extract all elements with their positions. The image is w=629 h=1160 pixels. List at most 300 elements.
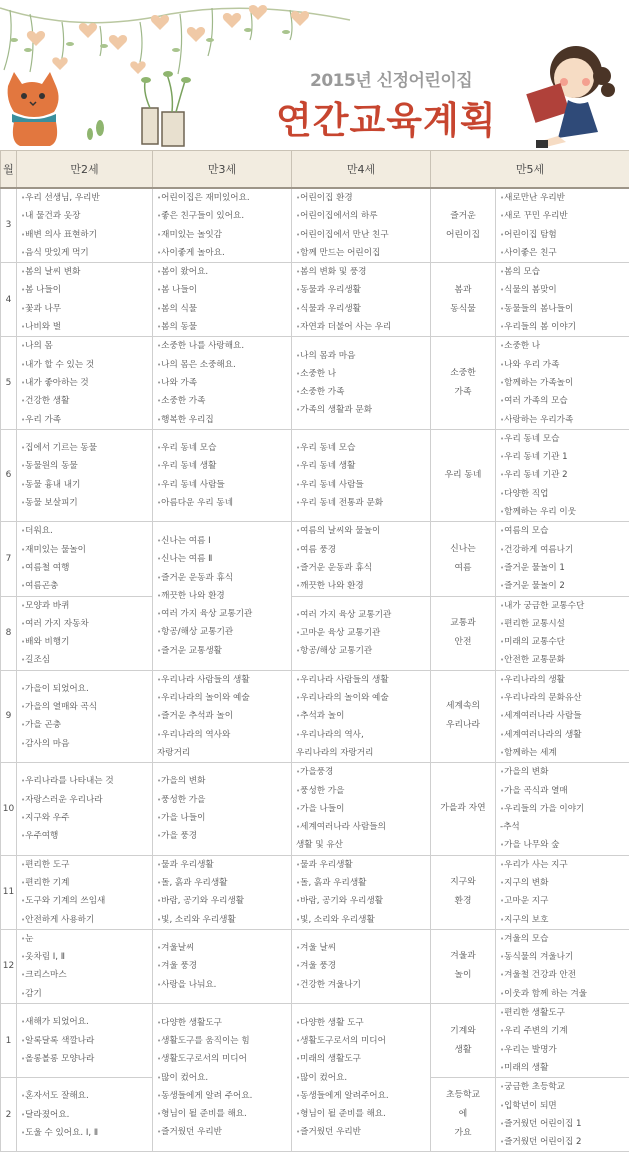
age5-cell [496, 1004, 629, 1078]
list-item: • 나의 몸 [21, 337, 152, 355]
age4-cell [292, 263, 431, 337]
page-title: 연간교육계획 [276, 99, 497, 142]
age4-cell [292, 855, 431, 929]
list-item: • 함께하는 가족놀이 [500, 374, 629, 392]
table-row [1, 855, 629, 929]
list-item: • 입학년이 되면 [500, 1097, 629, 1115]
list-item: • 내가 궁금한 교통수단 [500, 597, 629, 615]
list-item: • 새로만난 우리반 [500, 189, 629, 207]
list-item: • 동물 보살피기 [21, 494, 152, 512]
theme-line: 가을과 자연 [440, 803, 486, 814]
list-item: • 편리한 교통시설 [500, 615, 629, 633]
list-item: • 즐거웠던 어린이집 1 [500, 1115, 629, 1133]
list-item: • 봄 나들이 [21, 281, 152, 299]
list-item: • 나의 몸과 마음 [296, 347, 430, 365]
cat-illustration [0, 70, 70, 148]
list-item: • 소중한 나 [296, 365, 430, 383]
list-item: • 우리 동네 모습 [296, 439, 430, 457]
header-age3: 만3세 [153, 151, 292, 189]
theme-line: 즐거운 [450, 210, 476, 221]
header-age2: 만2세 [17, 151, 153, 189]
list-item: • 가을의 열매와 곡식 [21, 698, 152, 716]
list-item: • 나의 몸은 소중해요. [157, 356, 291, 374]
list-item: • 올롱볼롱 모양나라 [21, 1050, 152, 1068]
list-item: • 여러 가지 자동차 [21, 615, 152, 633]
list-item: • 겨울 풍경 [296, 957, 430, 975]
theme-line: 에 [458, 1109, 468, 1120]
list-item: • 신나는 여름 Ⅱ [157, 550, 291, 568]
list-item: • 세계여러나라 사람들 [500, 707, 629, 725]
list-item: • 집에서 기르는 동물 [21, 439, 152, 457]
theme-line: 세계속의 [446, 701, 480, 712]
age5-cell [496, 522, 629, 596]
list-item: • 모양과 바퀴 [21, 597, 152, 615]
list-item: 자랑거리 [157, 747, 191, 758]
table-row [1, 429, 629, 521]
list-item: • 미래의 생활 [500, 1059, 629, 1077]
age5-theme-cell [431, 855, 496, 929]
age5-theme-cell [431, 263, 496, 337]
list-item: • 어린이집은 재미있어요. [157, 189, 291, 207]
month-cell: 5 [1, 337, 17, 429]
list-item: • 좋은 친구들이 있어요. [157, 207, 291, 225]
age5-theme-cell [431, 1078, 496, 1152]
list-item: • 미래의 생활도구 [296, 1050, 430, 1068]
age5-cell [496, 596, 629, 670]
list-item: • 내가 할 수 있는 것 [21, 356, 152, 374]
theme-line: 겨울과 [450, 951, 476, 962]
age3-cell [153, 929, 292, 1003]
list-item: • 봄이 왔어요. [157, 263, 291, 281]
age5-cell [496, 263, 629, 337]
list-item: • 미래의 교통수단 [500, 633, 629, 651]
list-item: • 다양한 생활 도구 [296, 1014, 430, 1032]
table-row [1, 337, 629, 429]
list-item: • 가을풍경 [296, 763, 430, 781]
age2-cell [17, 429, 153, 521]
age2-cell [17, 1078, 153, 1152]
age4-cell [292, 188, 431, 263]
age5-theme-cell [431, 929, 496, 1003]
month-cell: 6 [1, 429, 17, 521]
list-item: • 즐거운 물놀이 2 [500, 577, 629, 595]
list-item: • 알록달록 색깔나라 [21, 1032, 152, 1050]
list-item: • 항공/해상 교통기관 [296, 642, 430, 660]
list-item: • 생활도구로서의 미디어 [157, 1050, 291, 1068]
theme-line: 봄과 [454, 284, 472, 295]
age5-theme-cell [431, 670, 496, 762]
list-item: • 우리는 발명가 [500, 1041, 629, 1059]
age5-cell [496, 337, 629, 429]
list-item: • 많이 컸어요. [157, 1069, 291, 1087]
list-item: • 편리한 생활도구 [500, 1004, 629, 1022]
table-row [1, 188, 629, 263]
list-item: • 건강한 겨울나기 [296, 976, 430, 994]
age2-cell [17, 763, 153, 855]
list-item: • 도구와 기계의 쓰임새 [21, 892, 152, 910]
theme-line: 놀이 [454, 970, 472, 981]
list-item: • 달라졌어요. [21, 1106, 152, 1124]
list-item: • 우리가 사는 지구 [500, 856, 629, 874]
month-cell: 7 [1, 522, 17, 596]
month-cell: 12 [1, 929, 17, 1003]
theme-line: 동식물 [450, 303, 476, 314]
list-item: • 바람, 공기와 우리생활 [157, 892, 291, 910]
list-item: • 혼자서도 잘해요. [21, 1087, 152, 1105]
list-item: • 다양한 생활도구 [157, 1014, 291, 1032]
list-item: • 물과 우리생활 [157, 856, 291, 874]
list-item: • 세계여러나라 사람들의 [296, 818, 430, 836]
list-item: • 내가 좋아하는 것 [21, 374, 152, 392]
list-item: • 우리나라의 놀이와 예술 [296, 689, 430, 707]
list-item: • 형님이 될 준비를 해요. [157, 1105, 291, 1123]
age4-cell [292, 670, 431, 762]
header-age5: 만5세 [431, 151, 629, 189]
age4-cell [292, 337, 431, 429]
list-item: • 우리 동네 생활 [157, 457, 291, 475]
plant-pots [142, 72, 186, 146]
list-item: • 돌, 흙과 우리생활 [157, 874, 291, 892]
list-item: • 여러 가지 육상 교통기관 [296, 606, 430, 624]
list-item: • 여러 가족의 모습 [500, 392, 629, 410]
list-item: • 감기 [21, 985, 152, 1003]
list-item: • 우리나라 사람들의 생활 [296, 671, 430, 689]
list-item: • 봄의 변화 및 풍경 [296, 263, 430, 281]
list-item: • 새해가 되었어요. [21, 1013, 152, 1031]
list-item: • 동생들에게 알려 주어요. [157, 1087, 291, 1105]
age5-theme-cell [431, 763, 496, 855]
list-item: • 고마운 육상 교통기관 [296, 624, 430, 642]
list-item: • 바람, 공기와 우리생활 [296, 892, 430, 910]
list-item: • 어린이집에서 만난 친구 [296, 226, 430, 244]
list-item: • 지구의 보호 [500, 911, 629, 929]
list-item: • 여름의 날씨와 물놀이 [296, 522, 430, 540]
age5-cell [496, 429, 629, 521]
table-header-row [1, 151, 629, 189]
list-item: • 편리한 도구 [21, 856, 152, 874]
list-item: • 가을의 변화 [500, 763, 629, 781]
header-month: 월 [1, 151, 17, 189]
theme-line: 신나는 [450, 543, 476, 554]
list-item: • 새로 꾸민 우리반 [500, 207, 629, 225]
list-item: • 나와 가족 [157, 374, 291, 392]
list-item: • 여름철 여행 [21, 559, 152, 577]
list-item: • 봄의 모습 [500, 263, 629, 281]
list-item: • 아름다운 우리 동네 [157, 494, 291, 512]
page-subtitle: 2015년 신정어린이집 [310, 71, 473, 91]
list-item: • 깨끗한 나와 환경 [157, 587, 291, 605]
theme-line: 소중한 [450, 368, 476, 379]
list-item: • 식물의 봄맞이 [500, 281, 629, 299]
list-item: • 꽃과 나무 [21, 300, 152, 318]
list-item: -추석 [500, 822, 520, 833]
age5-cell [496, 188, 629, 263]
list-item: • 눈 [21, 930, 152, 948]
list-item: • 감사의 마음 [21, 735, 152, 753]
list-item: • 동물과 우리생활 [296, 281, 430, 299]
list-item: • 우리 동네 모습 [500, 430, 629, 448]
theme-line: 지구와 [450, 877, 476, 888]
list-item: • 형님이 될 준비를 해요. [296, 1105, 430, 1123]
age2-cell [17, 596, 153, 670]
age5-cell [496, 1078, 629, 1152]
age3-cell [153, 188, 292, 263]
table-row [1, 263, 629, 337]
list-item: • 우리나라의 놀이와 예술 [157, 689, 291, 707]
list-item: • 가을 곡식과 열매 [500, 782, 629, 800]
age2-cell [17, 1004, 153, 1078]
age2-cell [17, 929, 153, 1003]
age2-cell [17, 337, 153, 429]
list-item: • 봄의 동물 [157, 318, 291, 336]
list-item: • 음식 맛있게 먹기 [21, 244, 152, 262]
list-item: • 즐거운 운동과 휴식 [157, 569, 291, 587]
list-item: • 우리나라의 역사, [296, 726, 430, 744]
list-item: • 우리나라를 나타내는 것 [21, 772, 152, 790]
list-item: • 돌, 흙과 우리생활 [296, 874, 430, 892]
list-item: • 가을의 변화 [157, 772, 291, 790]
month-cell: 11 [1, 855, 17, 929]
list-item: • 길조심 [21, 651, 152, 669]
list-item: • 우리 주변의 기계 [500, 1022, 629, 1040]
age5-theme-cell [431, 1004, 496, 1078]
list-item: • 즐거웠던 우리반 [157, 1123, 291, 1141]
list-item: • 봄의 식물 [157, 300, 291, 318]
month-cell: 10 [1, 763, 17, 855]
month-cell: 2 [1, 1078, 17, 1152]
theme-line: 가요 [454, 1128, 472, 1139]
list-item: • 사랑을 나눠요. [157, 976, 291, 994]
month-cell: 4 [1, 263, 17, 337]
list-item: • 우리 동네 전통과 문화 [296, 494, 430, 512]
list-item: • 우리나라의 생활 [500, 671, 629, 689]
list-item: • 겨울 날씨 [296, 939, 430, 957]
list-item: • 사랑하는 우리가족 [500, 411, 629, 429]
age4-cell [292, 1004, 431, 1152]
age5-theme-cell [431, 596, 496, 670]
age5-theme-cell [431, 429, 496, 521]
list-item: • 깨끗한 나와 환경 [296, 577, 430, 595]
theme-line: 여름 [454, 562, 472, 573]
list-item: • 신나는 여름 Ⅰ [157, 532, 291, 550]
list-item: • 더워요. [21, 522, 152, 540]
age2-cell [17, 670, 153, 762]
theme-line: 우리나라 [446, 720, 480, 731]
list-item: • 겨울날씨 [157, 939, 291, 957]
age3-cell [153, 429, 292, 521]
list-item: • 배와 비행기 [21, 633, 152, 651]
list-item: • 여름의 모습 [500, 522, 629, 540]
theme-line: 어린이집 [446, 229, 480, 240]
list-item: • 궁금한 초등학교 [500, 1078, 629, 1096]
age3-cell [153, 670, 292, 762]
list-item: • 동식물의 겨울나기 [500, 948, 629, 966]
list-item: • 우리 동네 사람들 [157, 476, 291, 494]
list-item: • 물과 우리생활 [296, 856, 430, 874]
list-item: • 봄 나들이 [157, 281, 291, 299]
list-item: • 우리 동네 기관 2 [500, 466, 629, 484]
theme-line: 가족 [454, 387, 472, 398]
list-item: • 자랑스러운 우리나라 [21, 791, 152, 809]
age2-cell [17, 188, 153, 263]
list-item: • 도울 수 있어요. Ⅰ, Ⅱ [21, 1124, 152, 1142]
list-item: • 가을 나무와 숲 [500, 836, 629, 854]
list-item: • 우리 동네 모습 [157, 439, 291, 457]
list-item: • 크리스마스 [21, 966, 152, 984]
list-item: • 내 물건과 옷장 [21, 207, 152, 225]
list-item: • 우리 가족 [21, 411, 152, 429]
list-item: • 사이좋은 친구 [500, 244, 629, 262]
list-item: • 우주여행 [21, 827, 152, 845]
age3-cell [153, 263, 292, 337]
month-cell: 3 [1, 188, 17, 263]
list-item: 우리나라의 자랑거리 [296, 747, 374, 758]
list-item: • 우리들의 가을 이야기 [500, 800, 629, 818]
list-item: • 고마운 지구 [500, 892, 629, 910]
list-item: • 함께하는 세계 [500, 744, 629, 762]
list-item: • 지구의 변화 [500, 874, 629, 892]
age3-cell [153, 337, 292, 429]
list-item: • 빛, 소리와 우리생활 [296, 911, 430, 929]
list-item: • 우리 동네 생활 [296, 457, 430, 475]
list-item: • 즐거운 물놀이 1 [500, 559, 629, 577]
annual-plan-table [0, 150, 629, 1152]
list-item: • 생활도구를 움직이는 힘 [157, 1032, 291, 1050]
age4-cell [292, 763, 431, 855]
list-item: • 함께 만드는 어린이집 [296, 244, 430, 262]
month-cell: 8 [1, 596, 17, 670]
header-age4: 만4세 [292, 151, 431, 189]
list-item: • 동물원의 동물 [21, 457, 152, 475]
list-item: • 우리 동네 기관 1 [500, 448, 629, 466]
list-item: • 여름곤충 [21, 577, 152, 595]
list-item: • 풍성한 가을 [296, 782, 430, 800]
list-item: • 여러 가지 육상 교통기관 [157, 605, 291, 623]
theme-line: 우리 동네 [444, 470, 482, 481]
list-item: • 동생들에게 알려주어요. [296, 1087, 430, 1105]
list-item: • 우리나라 사람들의 생활 [157, 671, 291, 689]
age5-cell [496, 929, 629, 1003]
list-item: • 어린이집에서의 하루 [296, 207, 430, 225]
age5-theme-cell [431, 337, 496, 429]
list-item: • 건강하게 여름나기 [500, 541, 629, 559]
age5-cell [496, 670, 629, 762]
list-item: • 가을 나들이 [296, 800, 430, 818]
header-banner [0, 0, 629, 150]
list-item: • 겨울철 건강과 안전 [500, 966, 629, 984]
age3-cell [153, 522, 292, 670]
age4-cell [292, 929, 431, 1003]
table-row [1, 929, 629, 1003]
list-item: • 가을 곤충 [21, 716, 152, 734]
theme-line: 생활 [454, 1044, 472, 1055]
list-item: • 동물들의 봄나들이 [500, 300, 629, 318]
age3-cell [153, 1004, 292, 1152]
girl-reading-illustration [512, 36, 622, 150]
age2-cell [17, 855, 153, 929]
list-item: • 옷차림 Ⅰ, Ⅱ [21, 948, 152, 966]
list-item: 생활 및 유산 [296, 840, 343, 851]
list-item: • 많이 컸어요. [296, 1069, 430, 1087]
theme-line: 환경 [454, 896, 472, 907]
list-item: • 가을 나들이 [157, 809, 291, 827]
list-item: • 추석과 놀이 [296, 707, 430, 725]
theme-line: 교통과 [450, 618, 476, 629]
age5-cell [496, 763, 629, 855]
list-item: • 즐거운 추석과 놀이 [157, 707, 291, 725]
list-item: • 겨울 풍경 [157, 957, 291, 975]
list-item: • 가족의 생활과 문화 [296, 401, 430, 419]
list-item: • 우리나라의 문화유산 [500, 689, 629, 707]
age4-cell [292, 429, 431, 521]
list-item: • 즐거운 교통생활 [157, 642, 291, 660]
list-item: • 건강한 생활 [21, 392, 152, 410]
age5-theme-cell [431, 188, 496, 263]
list-item: • 동물 흉내 내기 [21, 476, 152, 494]
list-item: • 봄의 날씨 변화 [21, 263, 152, 281]
month-cell: 1 [1, 1004, 17, 1078]
month-cell: 9 [1, 670, 17, 762]
age5-theme-cell [431, 522, 496, 596]
list-item: • 소중한 나 [500, 337, 629, 355]
list-item: • 다양한 직업 [500, 485, 629, 503]
list-item: • 빛, 소리와 우리생활 [157, 911, 291, 929]
list-item: • 나비와 벌 [21, 318, 152, 336]
age3-cell [153, 763, 292, 855]
list-item: • 재미있는 놀잇감 [157, 226, 291, 244]
list-item: • 나와 우리 가족 [500, 356, 629, 374]
list-item: • 어린이집 환경 [296, 189, 430, 207]
list-item: • 어린이집 탐험 [500, 226, 629, 244]
list-item: • 즐거웠던 우리반 [296, 1123, 430, 1141]
list-item: • 재미있는 물놀이 [21, 541, 152, 559]
list-item: • 지구와 우주 [21, 809, 152, 827]
list-item: • 사이좋게 놀아요. [157, 244, 291, 262]
list-item: • 이웃과 함께 하는 겨울 [500, 985, 629, 1003]
age2-cell [17, 263, 153, 337]
age4-cell [292, 596, 431, 670]
list-item: • 겨울의 모습 [500, 930, 629, 948]
theme-line: 기계와 [450, 1025, 476, 1036]
list-item: • 즐거운 운동과 휴식 [296, 559, 430, 577]
age5-cell [496, 855, 629, 929]
list-item: • 식물과 우리생활 [296, 300, 430, 318]
list-item: • 소중한 나를 사랑해요. [157, 337, 291, 355]
table-row [1, 763, 629, 855]
list-item: • 우리들의 봄 이야기 [500, 318, 629, 336]
list-item: • 배변 의사 표현하기 [21, 226, 152, 244]
list-item: • 우리 동네 사람들 [296, 476, 430, 494]
list-item: • 세계여러나라의 생활 [500, 726, 629, 744]
table-body [1, 188, 629, 1152]
list-item: • 항공/해상 교통기관 [157, 623, 291, 641]
age2-cell [17, 522, 153, 596]
list-item: • 즐거웠던 어린이집 2 [500, 1133, 629, 1151]
theme-line: 안전 [454, 637, 472, 648]
list-item: • 함께하는 우리 이웃 [500, 503, 629, 521]
list-item: • 가을이 되었어요. [21, 680, 152, 698]
list-item: • 편리한 기계 [21, 874, 152, 892]
theme-line: 초등학교 [446, 1090, 480, 1101]
list-item: • 생활도구로서의 미디어 [296, 1032, 430, 1050]
list-item: • 안전하게 사용하기 [21, 911, 152, 929]
list-item: • 소중한 가족 [157, 392, 291, 410]
list-item: • 풍성한 가을 [157, 791, 291, 809]
table-row [1, 670, 629, 762]
age4-cell [292, 522, 431, 596]
list-item: • 우리나라의 역사와 [157, 726, 291, 744]
list-item: • 소중한 가족 [296, 383, 430, 401]
